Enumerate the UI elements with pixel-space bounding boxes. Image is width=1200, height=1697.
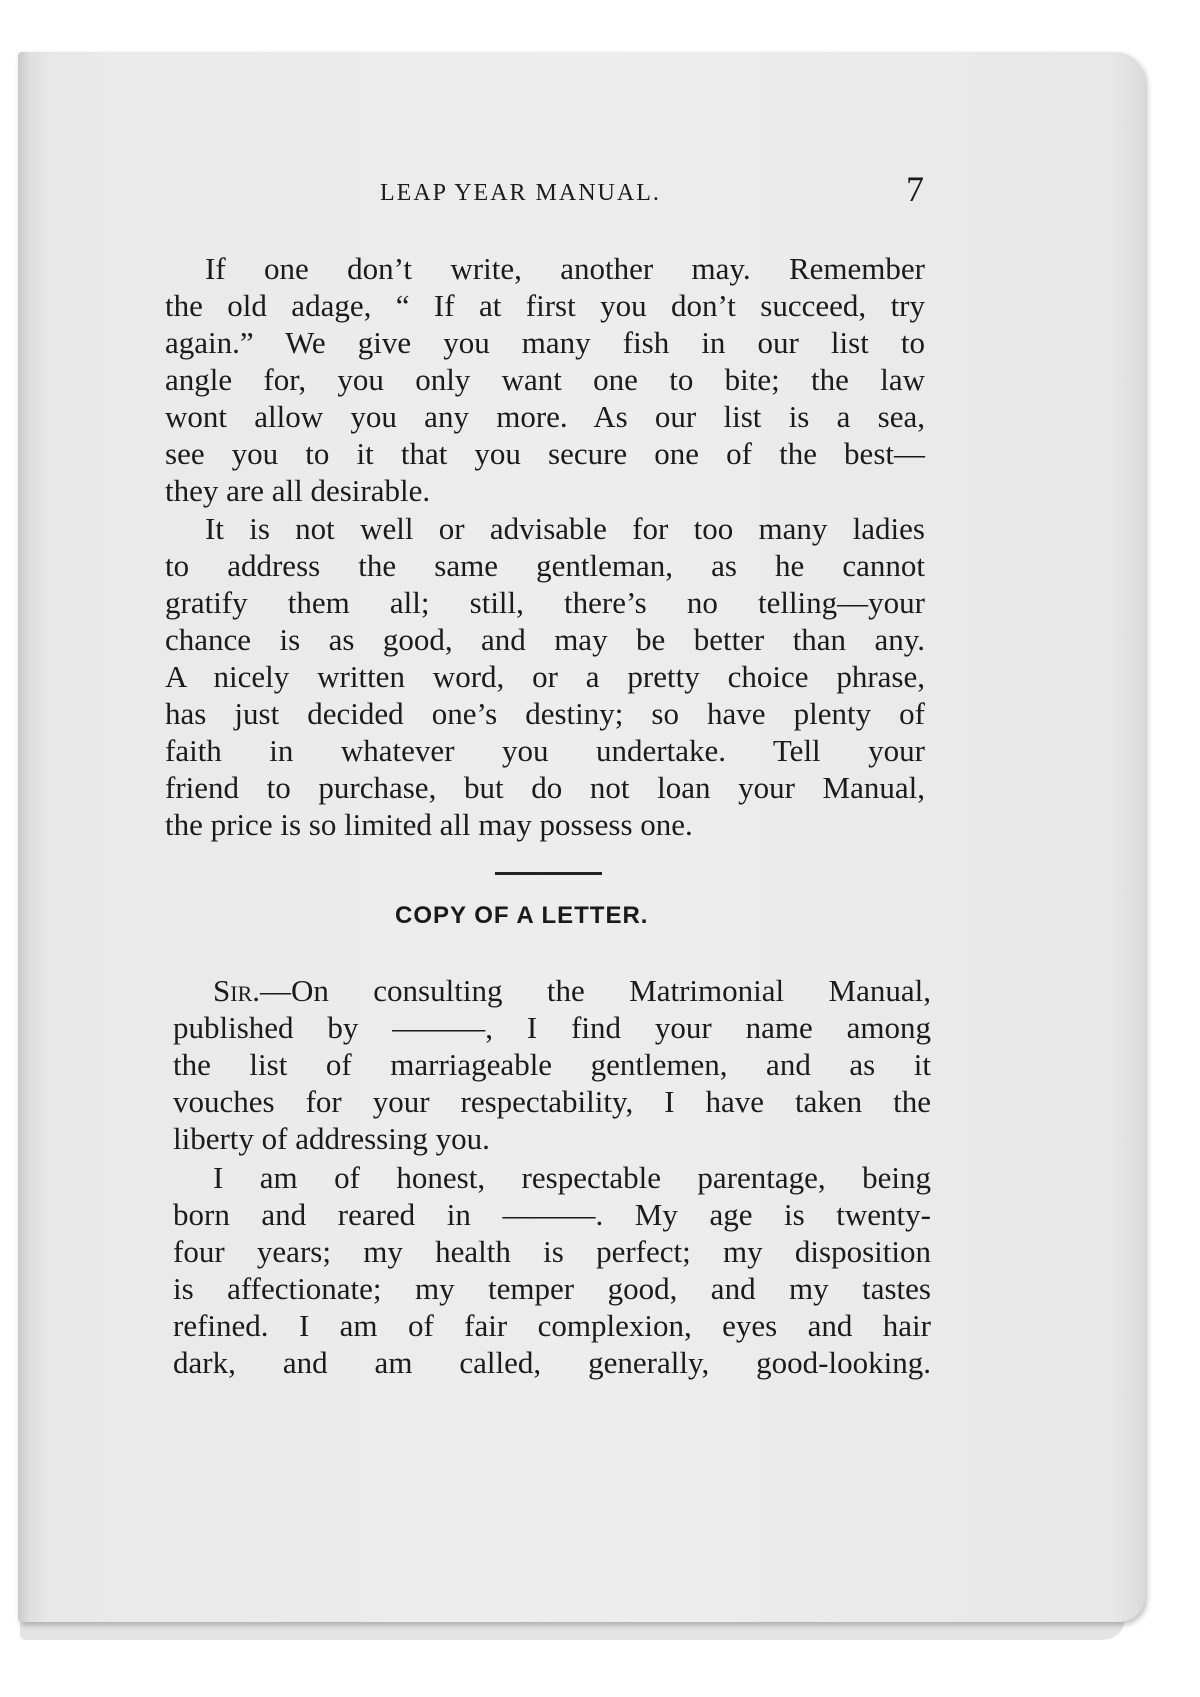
text-line: chance is as good, and may be better than any.	[165, 622, 925, 657]
text-line: is affectionate; my temper good, and my tastes	[173, 1271, 931, 1306]
text-line: gratify them all; still, there’s no telling—your	[165, 585, 925, 620]
letter-first-line: .—On consulting the Matrimonial Manual,	[252, 973, 931, 1008]
text-line: dark, and am called, generally, good-looking.	[173, 1345, 931, 1380]
text-line: they are all desirable.	[165, 473, 431, 508]
text-line: see you to it that you secure one of the best—	[165, 436, 925, 471]
page-number: 7	[906, 169, 924, 209]
letter-paragraph-2	[173, 1159, 931, 1381]
text-line: A nicely written word, or a pretty choice phrase,	[165, 659, 925, 694]
section-divider-rule	[495, 872, 602, 875]
text-line: liberty of addressing you.	[173, 1121, 490, 1156]
text-line: published by ———, I find your name among	[173, 1010, 931, 1045]
text-line: friend to purchase, but do not loan your Manual,	[165, 770, 925, 805]
text-line: I am of honest, respectable parentage, being	[213, 1160, 931, 1195]
page-spine-shadow	[18, 52, 32, 1622]
text-line: If one don’t write, another may. Remember	[205, 251, 925, 286]
text-line: again.” We give you many fish in our list to	[165, 325, 925, 360]
text-line: four years; my health is perfect; my disposition	[173, 1234, 931, 1269]
text-line: angle for, you only want one to bite; the law	[165, 362, 925, 397]
text-line: the old adage, “ If at first you don’t succeed, try	[165, 288, 925, 323]
text-line: the price is so limited all may possess one.	[165, 807, 693, 842]
text-line: It is not well or advisable for too many ladies	[205, 511, 925, 546]
text-line: to address the same gentleman, as he cannot	[165, 548, 925, 583]
text-line	[173, 972, 931, 1009]
text-line: wont allow you any more. As our list is a sea,	[165, 399, 925, 434]
text-line: vouches for your respectability, I have taken the	[173, 1084, 931, 1119]
running-head: LEAP YEAR MANUAL.	[380, 180, 661, 206]
letter-paragraph-1	[173, 972, 931, 1157]
paragraph-1	[165, 250, 925, 509]
text-line: the list of marriageable gentlemen, and as it	[173, 1047, 931, 1082]
text-line: born and reared in ———. My age is twenty-	[173, 1197, 931, 1232]
text-line: has just decided one’s destiny; so have plenty of	[165, 696, 925, 731]
text-line: faith in whatever you undertake. Tell your	[165, 733, 925, 768]
letter-salutation: Sir	[213, 973, 253, 1008]
section-heading: COPY OF A LETTER.	[395, 902, 649, 929]
paragraph-2	[165, 510, 925, 843]
text-line: refined. I am of fair complexion, eyes and hair	[173, 1308, 931, 1343]
